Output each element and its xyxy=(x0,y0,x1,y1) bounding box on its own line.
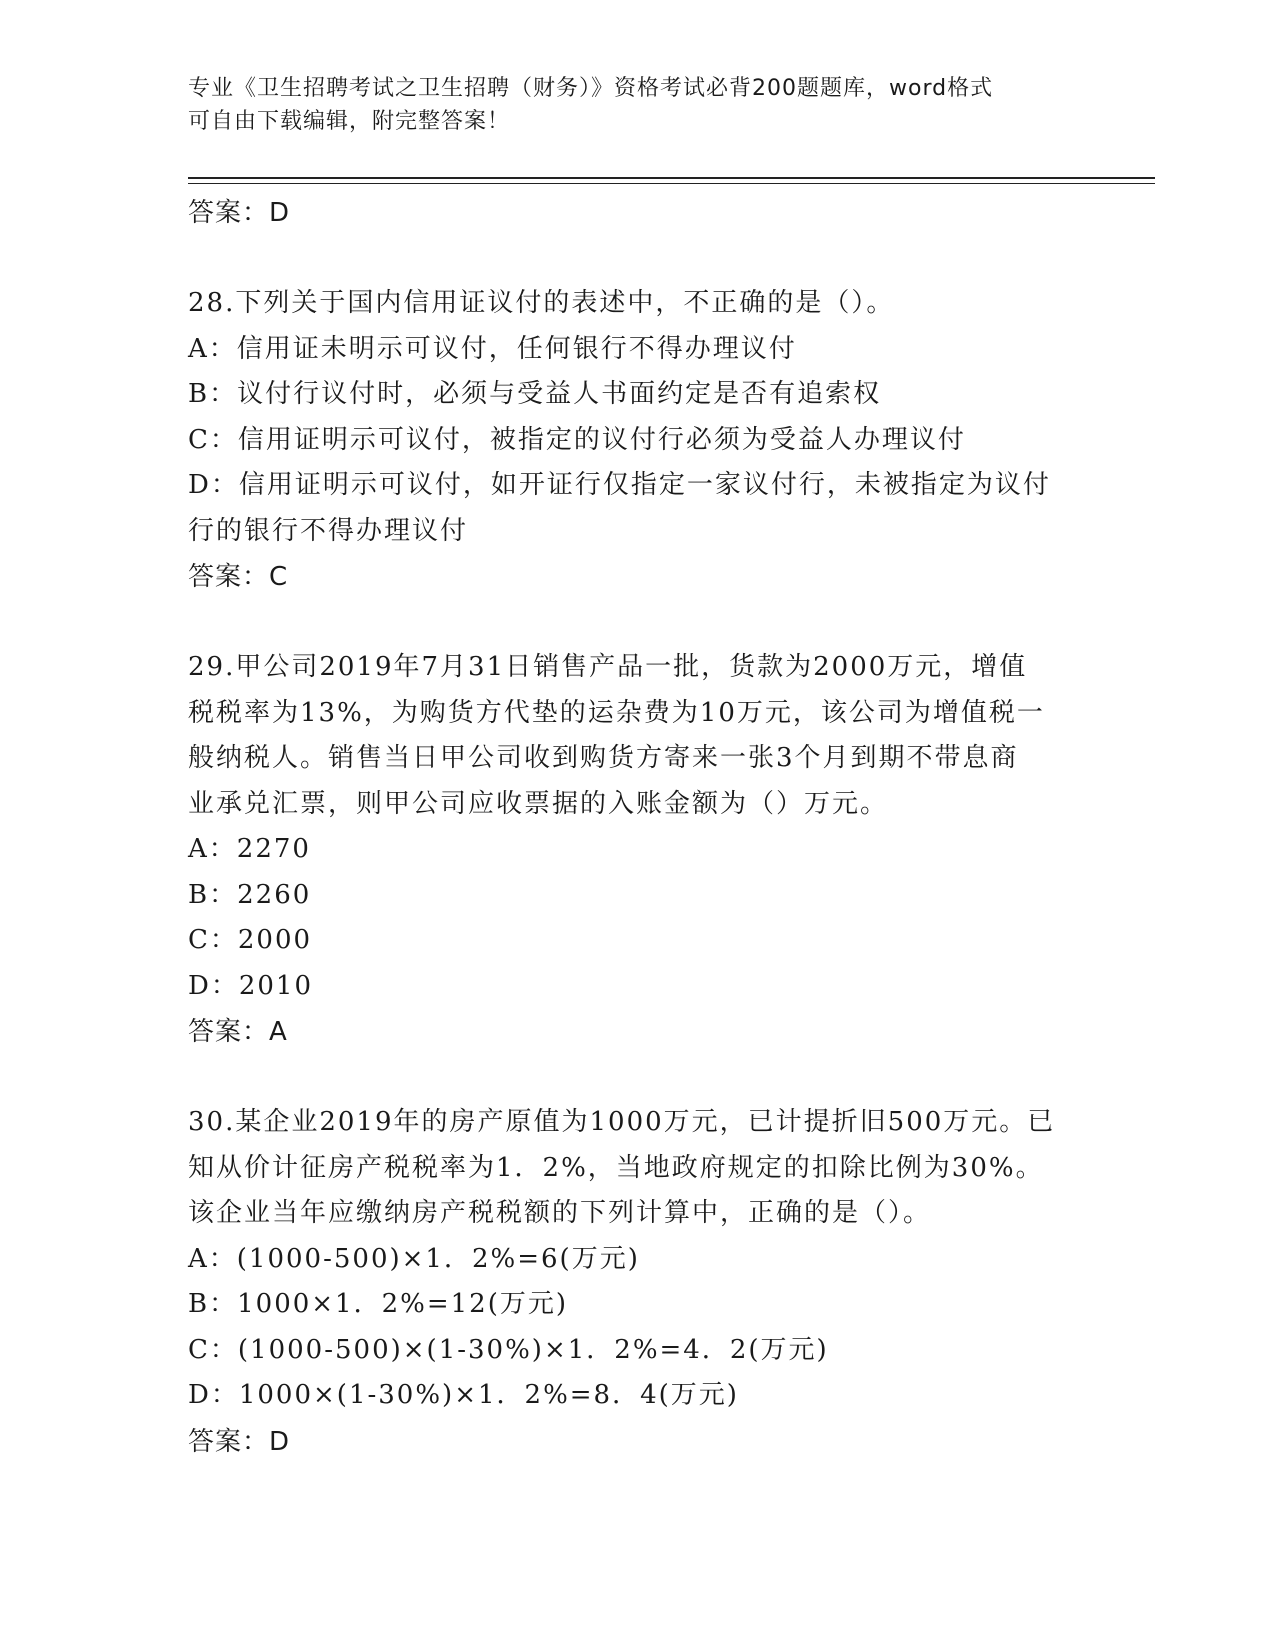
option-b: B：议付行议付时，必须与受益人书面约定是否有追索权 xyxy=(188,379,882,409)
question-stem-line: 29.甲公司2019年7月31日销售产品一批，货款为2000万元，增值 xyxy=(188,652,1028,682)
option-c: C：(1000-500)×(1-30%)×1．2%=4．2(万元) xyxy=(188,1334,829,1365)
option-b: B：1000×1．2%=12(万元) xyxy=(188,1289,569,1319)
question-stem-line: 税税率为13%，为购货方代垫的运杂费为10万元，该公司为增值税一 xyxy=(188,697,1045,728)
option-b: B：2260 xyxy=(188,879,312,910)
option-a: A：信用证未明示可议付，任何银行不得办理议付 xyxy=(188,333,797,364)
option-a: A：2270 xyxy=(188,834,311,864)
previous-answer: 答案：D xyxy=(188,198,291,228)
answer-30: 答案：D xyxy=(188,1426,291,1457)
question-28 xyxy=(188,281,1088,600)
header-title-line-2: 可自由下载编辑，附完整答案！ xyxy=(188,109,511,134)
question-29 xyxy=(188,645,1088,1055)
option-d-continued: 行的银行不得办理议付 xyxy=(188,515,469,546)
question-stem-line: 28.下列关于国内信用证议付的表述中，不正确的是（）。 xyxy=(188,288,895,318)
option-c: C：2000 xyxy=(188,925,313,955)
option-d: D：2010 xyxy=(188,970,314,1001)
document-header xyxy=(188,72,1088,138)
header-divider-thin xyxy=(188,183,1155,184)
question-stem-line: 知从价计征房产税税率为1．2%，当地政府规定的扣除比例为30%。 xyxy=(188,1152,1044,1183)
option-c: C：信用证明示可议付，被指定的议付行必须为受益人办理议付 xyxy=(188,424,966,455)
header-title-line-1: 专业《卫生招聘考试之卫生招聘（财务）》资格考试必背200题题库，word格式 xyxy=(188,76,994,101)
document-body xyxy=(188,190,1088,1465)
header-divider-thick xyxy=(188,177,1155,179)
question-30 xyxy=(188,1100,1088,1465)
question-stem-line: 该企业当年应缴纳房产税税额的下列计算中，正确的是（）。 xyxy=(188,1198,932,1228)
question-stem-line: 业承兑汇票，则甲公司应收票据的入账金额为（）万元。 xyxy=(188,788,889,819)
question-stem-line: 般纳税人。销售当日甲公司收到购货方寄来一张3个月到期不带息商 xyxy=(188,743,1019,773)
option-a: A：(1000-500)×1．2%=6(万元) xyxy=(188,1243,640,1274)
option-d: D：1000×(1-30%)×1．2%=8．4(万元) xyxy=(188,1380,739,1410)
answer-28: 答案：C xyxy=(188,562,289,592)
question-stem-line: 30.某企业2019年的房产原值为1000万元，已计提折旧500万元。已 xyxy=(188,1107,1056,1137)
answer-29: 答案：A xyxy=(188,1017,288,1047)
option-d: D：信用证明示可议付，如开证行仅指定一家议付行，未被指定为议付 xyxy=(188,470,1051,500)
